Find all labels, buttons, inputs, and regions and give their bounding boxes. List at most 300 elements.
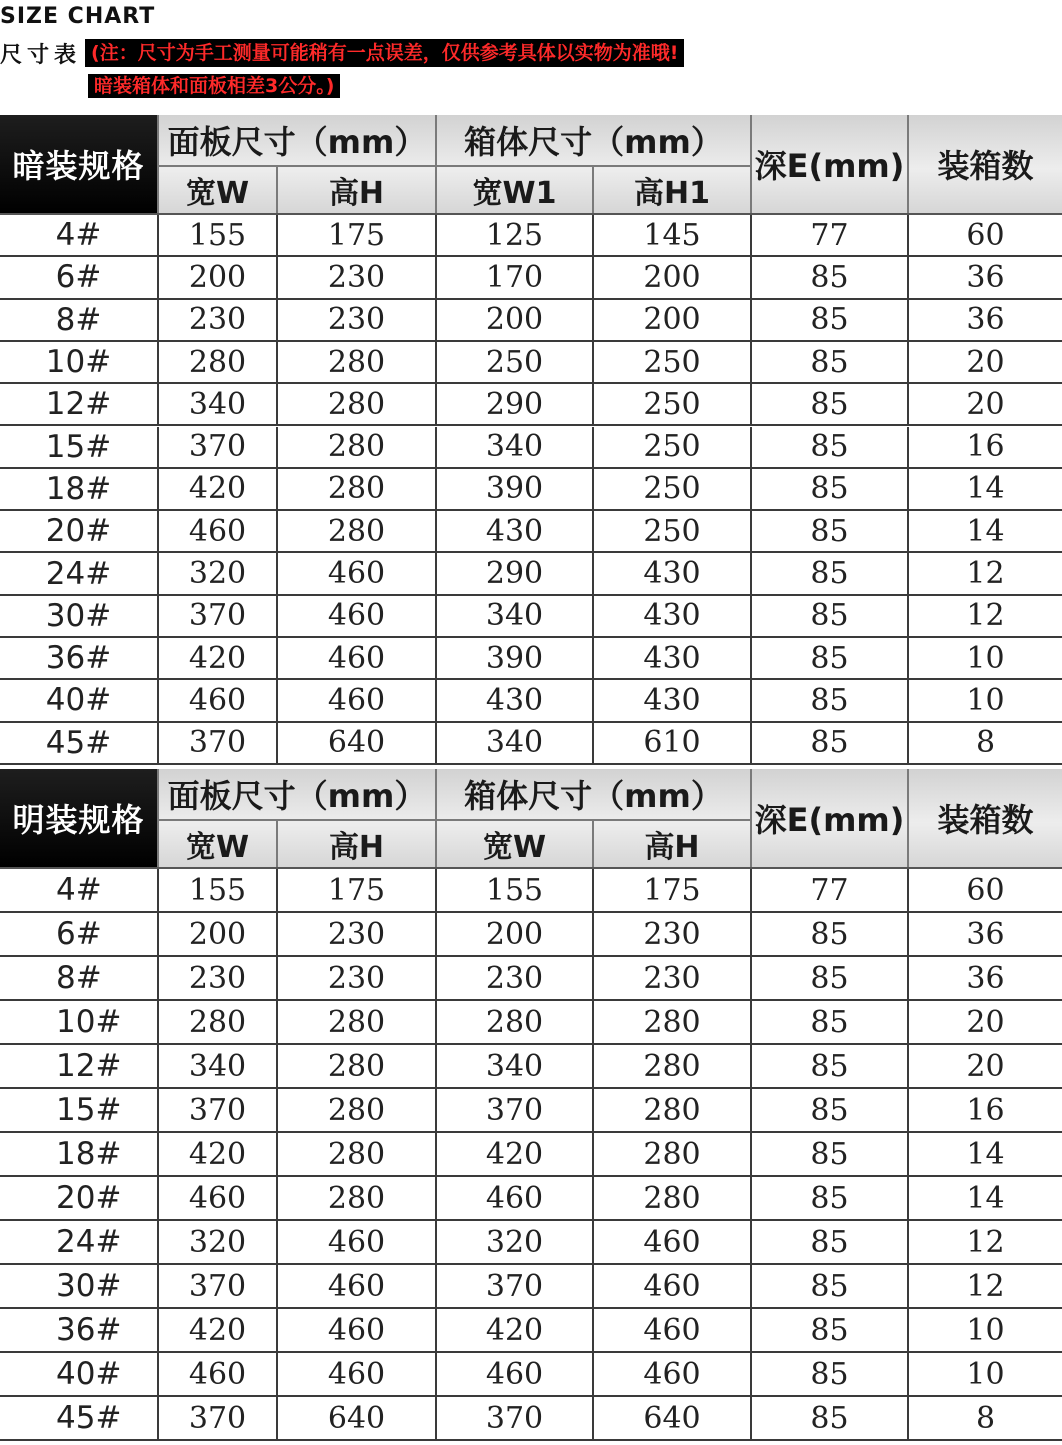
column-divider	[592, 215, 594, 255]
panel-width-cell: 370	[188, 1400, 247, 1436]
column-divider	[435, 511, 437, 551]
panel-height-cell: 280	[327, 344, 386, 380]
depth-cell: 85	[810, 344, 849, 380]
column-divider	[276, 257, 278, 297]
panel-width-cell: 420	[188, 1312, 247, 1348]
depth-cell: 85	[810, 1180, 849, 1216]
box-width-cell: 125	[485, 217, 544, 253]
column-divider	[157, 1353, 159, 1395]
column-divider	[435, 427, 437, 467]
size-cell: 4#	[56, 872, 102, 908]
column-divider	[907, 1221, 909, 1263]
box-size-header: 箱体尺寸（mm）	[464, 123, 723, 161]
panel-height-cell: 460	[327, 1224, 386, 1260]
table-row	[0, 1309, 1062, 1353]
quantity-cell: 12	[966, 556, 1005, 592]
quantity-cell: 60	[966, 872, 1005, 908]
panel-width-cell: 280	[188, 1004, 247, 1040]
column-divider	[276, 1045, 278, 1087]
panel-width-cell: 460	[188, 1180, 247, 1216]
column-divider	[157, 596, 159, 636]
table-row	[0, 511, 1062, 553]
box-height-cell: 460	[643, 1356, 701, 1392]
column-divider	[907, 869, 909, 911]
quantity-cell: 36	[966, 302, 1005, 338]
panel-width-cell: 340	[188, 386, 247, 422]
panel-width-cell: 420	[188, 640, 247, 676]
column-divider	[592, 1001, 594, 1043]
column-divider	[435, 680, 437, 720]
column-divider	[750, 1221, 752, 1263]
column-divider	[276, 913, 278, 955]
column-divider	[435, 1353, 437, 1395]
column-divider	[907, 553, 909, 593]
quantity-cell: 8	[975, 1400, 996, 1436]
column-divider	[592, 257, 594, 297]
column-divider	[157, 1089, 159, 1131]
column-divider	[750, 300, 752, 340]
column-divider	[435, 1133, 437, 1175]
column-divider	[276, 1309, 278, 1351]
panel-width-cell: 200	[188, 916, 247, 952]
column-divider	[592, 638, 594, 678]
panel-width-cell: 460	[188, 682, 247, 718]
depth-cell: 77	[810, 217, 849, 253]
column-divider	[592, 869, 594, 911]
header-divider	[157, 769, 159, 867]
panel-size-header: 面板尺寸（mm）	[167, 123, 427, 161]
column-divider	[157, 469, 159, 509]
column-divider	[435, 957, 437, 999]
panel-height-cell: 280	[327, 386, 386, 422]
column-divider	[157, 869, 159, 911]
column-divider	[907, 1177, 909, 1219]
box-height-cell: 460	[643, 1312, 701, 1348]
panel-height-cell: 640	[327, 1400, 386, 1436]
panel-height-cell: 460	[327, 1312, 386, 1348]
box-width-header: 宽W1	[472, 176, 557, 211]
box-height-cell: 250	[643, 429, 701, 465]
column-divider	[435, 1221, 437, 1263]
column-divider	[907, 596, 909, 636]
panel-height-cell: 460	[327, 556, 386, 592]
box-width-cell: 420	[485, 1136, 544, 1172]
box-height-cell: 230	[643, 960, 701, 996]
panel-height-cell: 460	[327, 1356, 386, 1392]
box-width-cell: 430	[485, 513, 544, 549]
column-divider	[435, 1089, 437, 1131]
column-divider	[157, 638, 159, 678]
table-row	[0, 913, 1062, 957]
column-divider	[907, 1397, 909, 1439]
column-divider	[435, 1177, 437, 1219]
column-divider	[907, 957, 909, 999]
box-height-cell: 640	[643, 1400, 701, 1436]
table-row	[0, 1001, 1062, 1045]
panel-width-cell: 460	[188, 1356, 247, 1392]
depth-cell: 85	[810, 916, 849, 952]
box-height-cell: 250	[643, 471, 701, 507]
column-divider	[907, 342, 909, 382]
box-height-header: 高H1	[634, 176, 710, 211]
depth-cell: 85	[810, 1092, 849, 1128]
header-divider	[157, 115, 159, 213]
size-cell: 45#	[45, 724, 112, 761]
panel-height-cell: 460	[327, 598, 386, 634]
depth-cell: 85	[810, 1268, 849, 1304]
box-height-cell: 175	[643, 872, 701, 908]
box-width-cell: 340	[485, 1048, 544, 1084]
column-divider	[276, 300, 278, 340]
header-divider	[435, 769, 437, 867]
column-divider	[435, 469, 437, 509]
box-width-cell: 320	[485, 1224, 544, 1260]
column-divider	[592, 1353, 594, 1395]
column-divider	[157, 1309, 159, 1351]
column-divider	[750, 680, 752, 720]
depth-cell: 85	[810, 259, 849, 295]
column-divider	[750, 1397, 752, 1439]
size-cell: 30#	[56, 1268, 122, 1304]
table-row	[0, 869, 1062, 913]
column-divider	[750, 1265, 752, 1307]
column-divider	[157, 1265, 159, 1307]
panel-height-cell: 230	[327, 259, 386, 295]
column-divider	[592, 1397, 594, 1439]
box-width-cell: 390	[485, 471, 544, 507]
column-divider	[157, 913, 159, 955]
quantity-cell: 12	[966, 598, 1005, 634]
header-divider	[750, 769, 752, 867]
box-height-cell: 280	[643, 1048, 701, 1084]
quantity-cell: 12	[966, 1268, 1005, 1304]
column-divider	[157, 300, 159, 340]
size-cell: 30#	[45, 597, 112, 634]
header-divider	[907, 115, 909, 213]
column-divider	[157, 1133, 159, 1175]
column-divider	[750, 384, 752, 424]
column-divider	[907, 215, 909, 255]
column-divider	[276, 1265, 278, 1307]
size-cell: 12#	[45, 386, 112, 423]
column-divider	[157, 723, 159, 763]
size-chart-title: SIZE CHART	[0, 4, 156, 29]
table-row	[0, 1353, 1062, 1397]
box-height-cell: 430	[643, 640, 701, 676]
panel-width-cell: 370	[188, 1268, 247, 1304]
table-row	[0, 427, 1062, 469]
column-divider	[907, 913, 909, 955]
header-divider	[435, 115, 437, 213]
column-divider	[276, 1353, 278, 1395]
quantity-cell: 20	[966, 1004, 1005, 1040]
quantity-cell: 10	[966, 682, 1005, 718]
column-divider	[435, 342, 437, 382]
depth-cell: 85	[810, 598, 849, 634]
box-width-cell: 370	[485, 1400, 544, 1436]
column-divider	[750, 1045, 752, 1087]
depth-cell: 85	[810, 682, 849, 718]
column-divider	[750, 1133, 752, 1175]
column-divider	[157, 257, 159, 297]
table-row	[0, 553, 1062, 595]
column-divider	[750, 1353, 752, 1395]
table-row	[0, 1045, 1062, 1089]
column-divider	[907, 1353, 909, 1395]
depth-cell: 85	[810, 1312, 849, 1348]
column-divider	[435, 1045, 437, 1087]
depth-cell: 85	[810, 302, 849, 338]
column-divider	[907, 1265, 909, 1307]
panel-height-cell: 280	[327, 1136, 386, 1172]
column-divider	[750, 215, 752, 255]
header-divider	[276, 821, 278, 867]
column-divider	[592, 913, 594, 955]
column-divider	[276, 638, 278, 678]
panel-height-cell: 460	[327, 1268, 386, 1304]
column-divider	[592, 1309, 594, 1351]
quantity-cell: 10	[966, 1312, 1005, 1348]
box-width-cell: 230	[485, 960, 544, 996]
column-divider	[907, 680, 909, 720]
size-cell: 20#	[56, 1180, 122, 1216]
box-width-cell: 340	[485, 429, 544, 465]
panel-height-cell: 230	[327, 960, 386, 996]
column-divider	[157, 1397, 159, 1439]
box-height-cell: 460	[643, 1268, 701, 1304]
column-divider	[592, 723, 594, 763]
quantity-cell: 14	[966, 1180, 1005, 1216]
panel-height-cell: 640	[327, 725, 386, 761]
box-height-cell: 250	[643, 386, 701, 422]
panel-height-cell: 280	[327, 1092, 386, 1128]
size-cell: 36#	[56, 1312, 122, 1348]
size-cell: 10#	[56, 1004, 122, 1040]
table-row	[0, 1133, 1062, 1177]
box-height-header: 高H	[644, 830, 700, 865]
panel-width-cell: 200	[188, 259, 247, 295]
panel-width-cell: 320	[188, 556, 247, 592]
column-divider	[435, 1001, 437, 1043]
column-divider	[276, 1133, 278, 1175]
column-divider	[907, 1133, 909, 1175]
size-cell: 24#	[45, 555, 112, 592]
panel-width-cell: 460	[188, 513, 247, 549]
section-label: 暗装规格	[0, 115, 157, 213]
panel-height-cell: 460	[327, 640, 386, 676]
size-cell: 8#	[55, 301, 102, 338]
depth-cell: 85	[810, 960, 849, 996]
column-divider	[907, 1001, 909, 1043]
box-width-cell: 460	[485, 1180, 544, 1216]
box-width-cell: 340	[485, 598, 544, 634]
column-divider	[276, 553, 278, 593]
table-row	[0, 300, 1062, 342]
column-divider	[907, 1089, 909, 1131]
depth-cell: 85	[810, 640, 849, 676]
header-divider	[592, 167, 594, 213]
column-divider	[276, 342, 278, 382]
panel-height-cell: 460	[327, 682, 386, 718]
table-row	[0, 1089, 1062, 1133]
box-width-cell: 340	[485, 725, 544, 761]
depth-cell: 85	[810, 1400, 849, 1436]
panel-width-cell: 420	[188, 1136, 247, 1172]
box-width-cell: 460	[485, 1356, 544, 1392]
box-width-cell: 430	[485, 682, 544, 718]
panel-width-cell: 370	[188, 1092, 247, 1128]
box-height-cell: 280	[643, 1092, 701, 1128]
depth-cell: 77	[810, 872, 849, 908]
table-row	[0, 215, 1062, 257]
column-divider	[750, 913, 752, 955]
box-height-cell: 280	[643, 1136, 701, 1172]
box-width-cell: 200	[485, 916, 544, 952]
column-divider	[276, 469, 278, 509]
box-height-cell: 250	[643, 513, 701, 549]
size-cell: 40#	[45, 682, 112, 719]
table-row	[0, 1265, 1062, 1309]
panel-width-cell: 230	[188, 302, 247, 338]
note-row	[0, 38, 684, 68]
column-divider	[750, 469, 752, 509]
size-cell: 18#	[56, 1136, 122, 1172]
table-row	[0, 638, 1062, 680]
column-divider	[157, 680, 159, 720]
column-divider	[907, 384, 909, 424]
table-row	[0, 469, 1062, 511]
box-width-cell: 250	[485, 344, 544, 380]
panel-height-cell: 280	[327, 429, 386, 465]
depth-cell: 85	[810, 1004, 849, 1040]
note-row-2	[88, 73, 340, 99]
panel-height-cell: 175	[327, 217, 386, 253]
column-divider	[435, 1265, 437, 1307]
table-row	[0, 1177, 1062, 1221]
column-divider	[750, 1177, 752, 1219]
column-divider	[592, 553, 594, 593]
depth-header: 深E(mm)	[754, 801, 905, 839]
size-cell: 36#	[45, 640, 112, 677]
depth-cell: 85	[810, 1136, 849, 1172]
column-divider	[750, 1089, 752, 1131]
column-divider	[435, 638, 437, 678]
panel-width-header: 宽W	[185, 830, 250, 865]
panel-width-cell: 370	[188, 725, 247, 761]
panel-width-cell: 320	[188, 1224, 247, 1260]
column-divider	[157, 342, 159, 382]
column-divider	[157, 427, 159, 467]
box-height-cell: 200	[643, 259, 701, 295]
box-height-cell: 250	[643, 344, 701, 380]
column-divider	[157, 511, 159, 551]
table-row	[0, 384, 1062, 426]
box-width-cell: 280	[485, 1004, 544, 1040]
column-divider	[435, 913, 437, 955]
depth-cell: 85	[810, 556, 849, 592]
column-divider	[907, 300, 909, 340]
column-divider	[750, 553, 752, 593]
box-width-cell: 290	[485, 556, 544, 592]
column-divider	[276, 869, 278, 911]
table-row	[0, 342, 1062, 384]
column-divider	[592, 427, 594, 467]
column-divider	[907, 469, 909, 509]
column-divider	[907, 1045, 909, 1087]
depth-cell: 85	[810, 386, 849, 422]
column-divider	[750, 1309, 752, 1351]
box-height-cell: 430	[643, 682, 701, 718]
column-divider	[435, 723, 437, 763]
size-cell: 6#	[55, 259, 102, 296]
column-divider	[592, 1177, 594, 1219]
column-divider	[592, 384, 594, 424]
quantity-cell: 14	[966, 1136, 1005, 1172]
column-divider	[750, 1001, 752, 1043]
table-row	[0, 957, 1062, 1001]
column-divider	[435, 300, 437, 340]
box-height-cell: 460	[643, 1224, 701, 1260]
measurement-note: (注：尺寸为手工测量可能稍有一点误差，仅供参考具体以实物为准哦!	[85, 39, 684, 67]
column-divider	[157, 1045, 159, 1087]
quantity-cell: 14	[966, 471, 1005, 507]
depth-cell: 85	[810, 471, 849, 507]
size-cell: 12#	[56, 1048, 122, 1084]
quantity-cell: 8	[975, 725, 996, 761]
column-divider	[750, 342, 752, 382]
column-divider	[276, 1397, 278, 1439]
panel-size-header: 面板尺寸（mm）	[167, 777, 427, 815]
box-height-cell: 430	[643, 556, 701, 592]
column-divider	[592, 1221, 594, 1263]
box-width-cell: 370	[485, 1092, 544, 1128]
depth-cell: 85	[810, 1048, 849, 1084]
depth-cell: 85	[810, 1356, 849, 1392]
panel-width-cell: 370	[188, 598, 247, 634]
column-divider	[157, 957, 159, 999]
depth-cell: 85	[810, 725, 849, 761]
header-divider	[750, 115, 752, 213]
header-divider	[592, 821, 594, 867]
panel-width-cell: 370	[188, 429, 247, 465]
box-width-cell: 420	[485, 1312, 544, 1348]
box-width-cell: 290	[485, 386, 544, 422]
section-label: 明装规格	[0, 769, 157, 867]
column-divider	[592, 680, 594, 720]
header-divider	[907, 769, 909, 867]
box-size-header: 箱体尺寸（mm）	[464, 777, 723, 815]
column-divider	[750, 511, 752, 551]
column-divider	[435, 869, 437, 911]
box-height-cell: 280	[643, 1180, 701, 1216]
quantity-header: 装箱数	[937, 147, 1034, 185]
depth-cell: 85	[810, 429, 849, 465]
panel-width-cell: 420	[188, 471, 247, 507]
column-divider	[907, 638, 909, 678]
table-row	[0, 596, 1062, 638]
offset-note: 暗装箱体和面板相差3公分。)	[88, 74, 340, 98]
column-divider	[435, 1397, 437, 1439]
header-divider	[157, 819, 752, 821]
column-divider	[907, 723, 909, 763]
panel-height-cell: 280	[327, 513, 386, 549]
column-divider	[907, 1309, 909, 1351]
table-row	[0, 1397, 1062, 1441]
quantity-header: 装箱数	[937, 801, 1034, 839]
box-width-cell: 170	[485, 259, 544, 295]
quantity-cell: 36	[966, 916, 1005, 952]
quantity-cell: 20	[966, 344, 1005, 380]
